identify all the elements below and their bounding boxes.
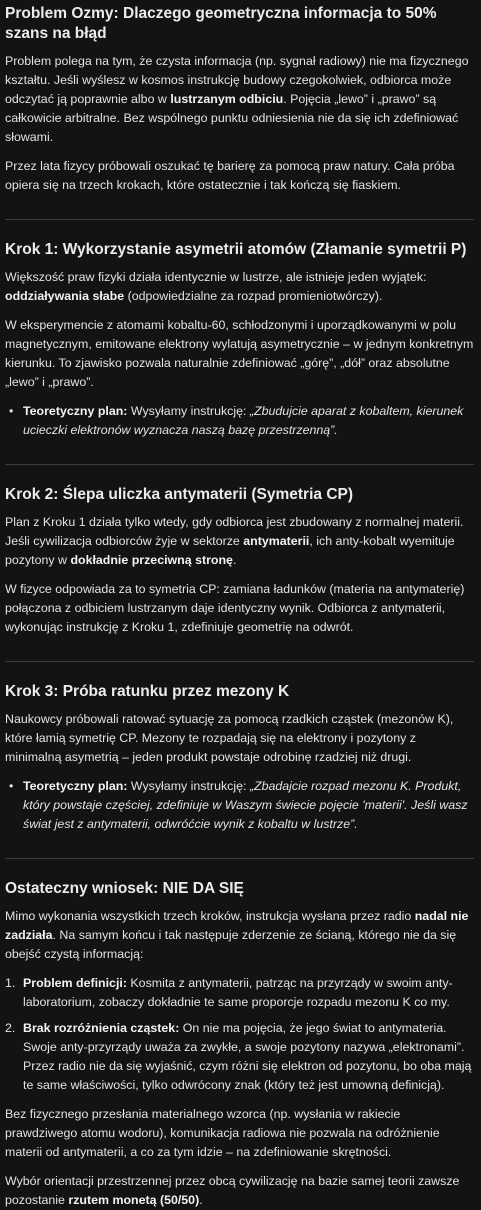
text-run: . Na samym końcu i tak następuje zderzenie ze ścianą, którego nie da się obejść czystą informacją: [5,928,457,961]
item-text: On nie ma pojęcia, że jego świat to antymateria. Swoje anty-przyrządy uważa za zwykłe, a swoje pozytony nazywa „elektronami”. Przez radio nie da się wyjaśnić, czym różni się elektron od pozytonu, bo oba mają te same właściwości, tylko odwrócony znak (który też jest umowną definicją). [23,1021,472,1092]
bullet-label: Teoretyczny plan: [23,404,128,418]
bullet-quote: „Zbudujcie aparat z kobaltem, kierunek ucieczki elektronów wyznacza naszą bazę przestrzenną”. [23,404,464,437]
bold-text: antymaterii [243,534,310,548]
text-run: . Pojęcia „lewo” i „prawo” są całkowicie arbitralne. Bez wspólnego punktu odniesienia nie da się ich zdefiniować słowami. [5,92,459,144]
text-run: , ich anty-kobalt wyemituje pozytony w [5,534,455,567]
text-run: Plan z Kroku 1 działa tylko wtedy, gdy odbiorca jest zbudowany z normalnej materii. Jeśli cywilizacja odbiorców żyje w sektorze [5,515,464,548]
intro-paragraph-2: Przez lata fizycy próbowali oszukać tę barierę za pomocą praw natury. Cała próba opiera się na trzech krokach, które ostatecznie i tak kończą się fiaskiem. [5,159,455,192]
bullet-text: Wysyłamy instrukcję: [127,404,250,418]
step3-heading: Krok 3: Próba ratunku przez mezony K [5,683,290,700]
list-item [5,1019,474,1095]
text-run: Mimo wykonania wszystkich trzech kroków, instrukcja wysłana przez radio [5,909,415,923]
divider [5,858,474,859]
item-text: Kosmita z antymaterii, patrząc na przyrządy w swoim anty-laboratorium, zobaczy dokładnie te same proporcje rozpadu mezonu K co my. [23,976,453,1009]
list-item [5,974,474,1012]
conclusion-paragraph-1 [5,907,474,964]
bullet-quote: „Zbadajcie rozpad mezonu K. Produkt, który powstaje częściej, zdefiniuje w Waszym świecie pojęcie 'materii'. Jeśli wasz świat jest z antymaterii, odwróćcie wynik z kobaltu w lustrze”. [23,779,468,831]
step2-paragraph-2: W fizyce odpowiada za to symetria CP: zamiana ładunków (materia na antymaterię) połączona z odbiciem lustrzanym daje identyczny wynik. Odbiorca z antymaterii, wykonując instrukcję z Kroku 1, zdefiniuje geometrię na odwrót. [5,582,465,634]
bold-text: oddziaływania słabe [5,289,125,303]
step2-paragraph-1 [5,513,474,570]
text-run: . [232,553,237,567]
list-number: 2. [5,1021,16,1035]
bold-text: dokładnie przeciwną stronę [70,553,233,567]
list-item [5,777,474,834]
item-label: Brak rozróżnienia cząstek: [23,1021,180,1035]
text-run: (odpowiedzialne za rozpad promieniotwórczy). [124,289,383,303]
list-number: 1. [5,976,16,990]
item-label: Problem definicji: [23,976,127,990]
list-item [5,402,474,440]
intro-paragraph-1 [5,52,474,147]
conclusion-list [5,974,474,1095]
text-run: . [199,1193,203,1207]
step1-paragraph-2: W eksperymencie z atomami kobaltu-60, schłodzonymi i uporządkowanymi w polu magnetycznym, emitowane elektrony wylatują asymetrycznie – w jednym konkretnym kierunku. To zjawisko pozwala naturalnie zdefiniować „górę”, „dół” oraz absolutne „lewo” i „prawo”. [5,318,474,389]
bold-text: rzutem monetą (50/50) [68,1193,200,1207]
conclusion-heading: Ostateczny wniosek: NIE DA SIĘ [5,880,244,897]
step3-paragraph-1: Naukowcy próbowali ratować sytuację za pomocą rzadkich cząstek (mezonów K), które łamią symetrię CP. Mezony te rozpadają się na elektrony i pozytony z minimalną asymetrią – jeden produkt powstaje odrobinę rzadziej niż drugi. [5,712,454,764]
bullet-text: Wysyłamy instrukcję: [127,779,250,793]
conclusion-paragraph-3 [5,1172,474,1210]
step3-list [5,777,474,834]
text-run: Problem polega na tym, że czysta informacja (np. sygnał radiowy) nie ma fizycznego kształtu. Jeśli wyślesz w kosmos instrukcję budowy czegokolwiek, odbiorca może odczytać ją poprawnie albo w [5,54,469,106]
step1-heading: Krok 1: Wykorzystanie asymetrii atomów (Złamanie symetrii P) [5,241,467,258]
text-run: Wybór orientacji przestrzennej przez obcą cywilizację na bazie samej teorii zawsze pozostanie [5,1174,460,1207]
divider [5,219,474,220]
divider [5,464,474,465]
step1-list [5,402,474,440]
page-title: Problem Ozmy: Dlaczego geometryczna informacja to 50% szans na błąd [5,5,437,42]
step2-heading: Krok 2: Ślepa uliczka antymaterii (Symetria CP) [5,486,354,503]
divider [5,661,474,662]
conclusion-paragraph-2: Bez fizycznego przesłania materialnego wzorca (np. wysłania w rakiecie prawdziwego atomu wodoru), komunikacja radiowa nie pozwala na odróżnienie materii od antymaterii, a co za tym idzie – na zdefiniowanie skrętności. [5,1107,440,1159]
bold-text: lustrzanym odbiciu [170,92,284,106]
text-run: Większość praw fizyki działa identycznie w lustrze, ale istnieje jeden wyjątek: [5,270,427,284]
bold-text: nadal nie zadziała [5,909,469,942]
bullet-label: Teoretyczny plan: [23,779,128,793]
step1-paragraph-1 [5,268,474,306]
